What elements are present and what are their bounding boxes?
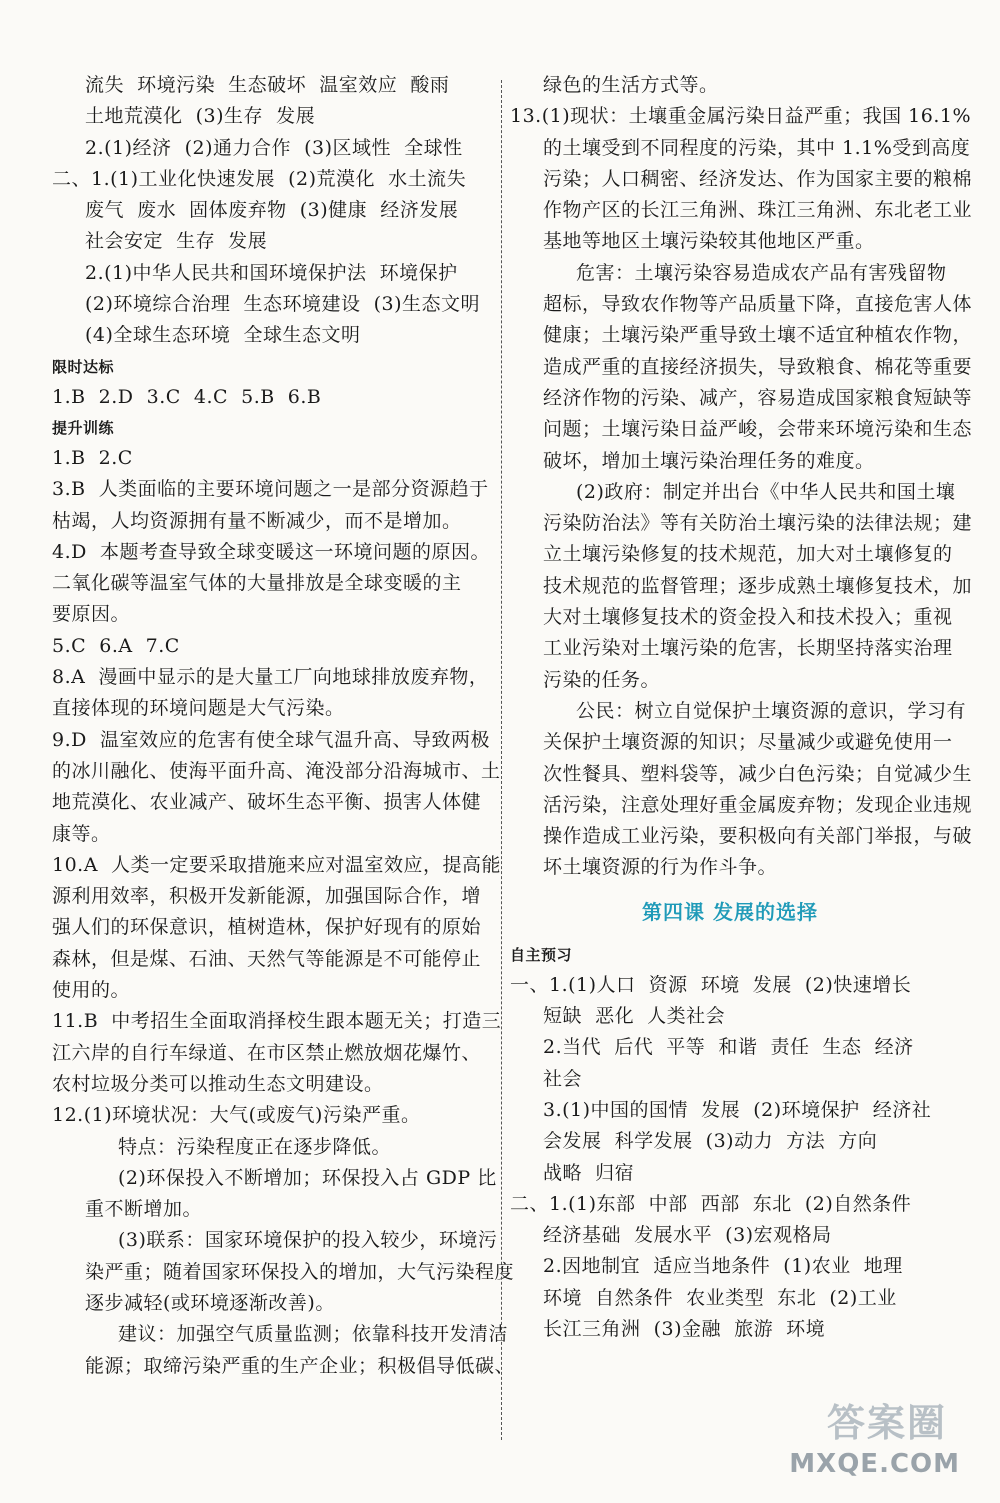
lesson-title: 第四课 发展的选择: [642, 899, 818, 924]
text-line: 关保护土壤资源的知识；尽量减少或避免使用一: [543, 731, 953, 754]
text-line: 9.D 温室效应的危害有使全球气温升高、导致两极: [52, 728, 490, 751]
text-line: 要原因。: [52, 603, 131, 626]
text-line: 强人们的环保意识，植树造林，保护好现有的原始: [52, 916, 482, 939]
text-line: 问题；土壤污染日益严峻，会带来环境污染和生态: [543, 418, 973, 441]
watermark: [789, 1401, 982, 1493]
text-line: 活污染，注意处理好重金属废弃物；发现企业违规: [543, 793, 973, 816]
text-line: 污染的任务。: [543, 668, 661, 691]
text-line: 2.因地制宜 适应当地条件 (1)农业 地理: [543, 1255, 903, 1278]
text-line: 森林，但是煤、石油、天然气等能源是不可能停止: [52, 947, 482, 970]
section-heading: 提升训练: [52, 418, 115, 437]
text-line: 3.(1)中国的国情 发展 (2)环境保护 经济社: [543, 1098, 932, 1121]
text-line: 超标，导致农作物等产品质量下降，直接危害人体: [543, 293, 973, 316]
text-line: 源利用效率，积极开发新能源，加强国际合作，增: [52, 885, 482, 908]
text-line: 逐步减轻(或环境逐渐改善)。: [85, 1291, 335, 1314]
text-line: 立土壤污染修复的技术规范，加大对土壤修复的: [543, 543, 953, 566]
text-line: 短缺 恶化 人类社会: [543, 1005, 726, 1028]
text-line: 1.B 2.C: [52, 446, 133, 469]
text-line: 5.C 6.A 7.C: [52, 634, 180, 657]
text-line: 特点：污染程度正在逐步降低。: [118, 1135, 392, 1158]
text-line: (2)环保投入不断增加；环保投入占 GDP 比: [118, 1166, 497, 1189]
text-line: 10.A 人类一定要采取措施来应对温室效应，提高能: [52, 853, 502, 876]
text-line: 3.B 人类面临的主要环境问题之一是部分资源趋于: [52, 478, 489, 501]
text-line: 健康；土壤污染严重导致土壤不适宜种植农作物，: [543, 324, 973, 347]
text-line: 染严重；随着国家环保投入的增加，大气污染程度: [85, 1260, 515, 1283]
text-line: 流失 环境污染 生态破坏 温室效应 酸雨: [85, 74, 450, 96]
text-line: 战略 归宿: [543, 1161, 635, 1184]
text-line: 工业污染对土壤污染的危害，长期坚持落实治理: [543, 637, 953, 660]
right-column-part-a: [510, 70, 973, 884]
text-line: 二氧化碳等温室气体的大量排放是全球变暖的主: [52, 572, 462, 595]
text-line: 能源；取缔污染严重的生产企业；积极倡导低碳、: [85, 1354, 515, 1377]
text-line: 基地等地区土壤污染较其他地区严重。: [543, 230, 875, 253]
text-line: 经济作物的污染、减产，容易造成国家粮食短缺等: [543, 386, 973, 409]
text-line: 操作造成工业污染，要积极向有关部门举报，与破: [543, 825, 973, 848]
text-line: (2)环境综合治理 生态环境建设 (3)生态文明: [85, 293, 480, 316]
text-line: 社会: [543, 1067, 583, 1090]
text-line: 江六岸的自行车绿道、在市区禁止燃放烟花爆竹、: [52, 1041, 482, 1064]
text-line: 技术规范的监督管理；逐步成熟土壤修复技术，加: [543, 574, 973, 597]
text-line: 康等。: [52, 822, 111, 845]
text-line: 一、1.(1)人口 资源 环境 发展 (2)快速增长: [510, 973, 912, 996]
text-line: 经济基础 发展水平 (3)宏观格局: [543, 1224, 832, 1247]
text-line: 污染防治法》等有关防治土壤污染的法律法规；建: [543, 512, 973, 535]
text-line: 破坏，增加土壤污染治理任务的难度。: [543, 449, 875, 472]
right-column: [510, 70, 973, 1345]
text-line: 的土壤受到不同程度的污染，其中 1.1%受到高度: [543, 136, 971, 159]
text-line: 次性餐具、塑料袋等，减少白色污染；自觉减少生: [543, 762, 973, 785]
text-line: 土地荒漠化 (3)生存 发展: [85, 105, 316, 128]
text-line: 废气 废水 固体废弃物 (3)健康 经济发展: [85, 199, 459, 222]
text-line: 枯竭，人均资源拥有量不断减少，而不是增加。: [52, 509, 462, 532]
text-line: 农村垃圾分类可以推动生态文明建设。: [52, 1072, 384, 1095]
right-column-part-b: [510, 940, 950, 1346]
text-line: 建议：加强空气质量监测；依靠科技开发清洁: [118, 1323, 509, 1346]
section-heading: 限时达标: [52, 357, 115, 376]
text-line: 1.B 2.D 3.C 4.C 5.B 6.B: [52, 385, 322, 408]
text-line: 长江三角洲 (3)金融 旅游 环境: [543, 1317, 826, 1340]
text-line: 2.当代 后代 平等 和谐 责任 生态 经济: [543, 1036, 914, 1059]
text-line: 坏土壤资源的行为作斗争。: [543, 856, 778, 879]
text-line: 公民：树立自觉保护土壤资源的意识，学习有: [576, 699, 967, 722]
left-column: [52, 70, 515, 1382]
text-line: 作物产区的长江三角洲、珠江三角洲、东北老工业: [543, 199, 973, 222]
text-line: 造成严重的直接经济损失，导致粮食、棉花等重要: [543, 355, 973, 378]
text-line: 危害：土壤污染容易造成农产品有害残留物: [576, 261, 947, 284]
text-line: (3)联系：国家环境保护的投入较少，环境污: [118, 1229, 498, 1252]
text-line: 大对土壤修复技术的资金投入和技术投入；重视: [543, 606, 953, 629]
text-line: 的冰川融化、使海平面升高、淹没部分沿海城市、土: [52, 759, 501, 782]
text-line: 13.(1)现状：土壤重金属污染日益严重；我国 16.1%: [510, 105, 972, 128]
watermark-url: MXQE.COM: [789, 1449, 960, 1479]
column-divider: [501, 80, 502, 1440]
text-line: (4)全球生态环境 全球生态文明: [85, 324, 361, 347]
watermark-logo: 答案圈: [826, 1401, 947, 1445]
text-line: 11.B 中考招生全面取消择校生跟本题无关；打造三: [52, 1010, 502, 1033]
text-line: 直接体现的环境问题是大气污染。: [52, 697, 345, 720]
text-line: 12.(1)环境状况：大气(或废气)污染严重。: [52, 1104, 421, 1127]
text-line: 污染；人口稠密、经济发达、作为国家主要的粮棉: [543, 167, 973, 190]
text-line: 2.(1)经济 (2)通力合作 (3)区域性 全球性: [85, 136, 463, 159]
text-line: 地荒漠化、农业减产、破坏生态平衡、损害人体健: [52, 791, 482, 814]
text-line: 二、1.(1)东部 中部 西部 东北 (2)自然条件: [510, 1192, 912, 1215]
text-line: 会发展 科学发展 (3)动力 方法 方向: [543, 1130, 878, 1153]
text-line: (2)政府：制定并出台《中华人民共和国土壤: [576, 480, 956, 503]
text-line: 2.(1)中华人民共和国环境保护法 环境保护: [85, 261, 458, 284]
text-line: 环境 自然条件 农业类型 东北 (2)工业: [543, 1286, 897, 1309]
text-line: 4.D 本题考查导致全球变暖这一环境问题的原因。: [52, 540, 490, 563]
text-line: 二、1.(1)工业化快速发展 (2)荒漠化 水土流失: [52, 167, 467, 190]
text-line: 绿色的生活方式等。: [543, 74, 719, 96]
text-line: 使用的。: [52, 979, 131, 1002]
section-heading: 自主预习: [510, 945, 573, 964]
text-line: 8.A 漫画中显示的是大量工厂向地球排放废弃物，: [52, 666, 489, 689]
text-line: 社会安定 生存 发展: [85, 230, 268, 253]
text-line: 重不断增加。: [85, 1198, 203, 1221]
